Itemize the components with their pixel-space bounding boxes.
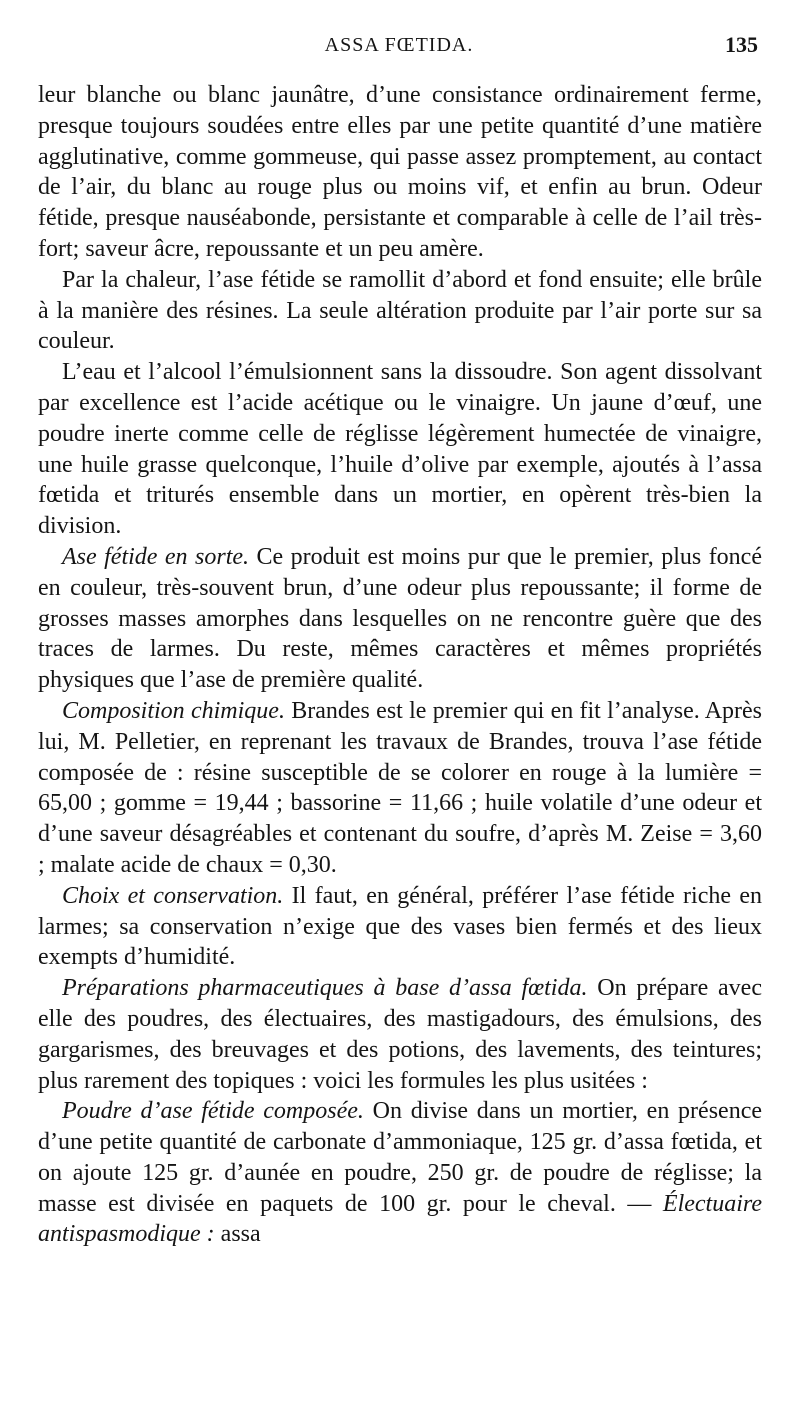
paragraph-preparations — [38, 973, 762, 1096]
section-heading: Poudre d’ase fétide composée. — [62, 1098, 364, 1125]
body-text — [38, 80, 762, 1250]
paragraph-text: Il faut, en général, préférer l’ase fétide riche en larmes; sa conservation n’exige que des vases bien fermés et des lieux exempts d’humidité. — [38, 882, 762, 971]
paragraph-ase-en-sorte — [38, 542, 762, 696]
paragraph-choix — [38, 881, 762, 973]
section-heading: Choix et conservation. — [62, 882, 284, 909]
paragraph-text: On divise dans un mortier, en présence d’une petite quantité de carbonate d’ammoniaque, 125 gr. d’assa fœtida, et on ajoute 125 gr. d’aunée en poudre, 250 gr. de poudre de réglisse; la masse est divisée en paquets de 100 gr. pour le cheval. — — [38, 1098, 762, 1217]
paragraph-composition — [38, 696, 762, 881]
paragraph-text-tail: assa — [214, 1221, 261, 1248]
paragraph-heat — [38, 265, 762, 357]
paragraph-text: Par la chaleur, l’ase fétide se ramollit d’abord et fond ensuite; elle brûle à la manière des résines. La seule altération produite par l’air porte sur sa couleur. — [38, 266, 762, 355]
paragraph-text: Ce produit est moins pur que le premier, plus foncé en couleur, très-souvent brun, d’une odeur plus repoussante; il forme de grosses masses amorphes dans lesquelles on ne rencontre guère que des traces de larmes. Du reste, mêmes caractères et mêmes propriétés physiques que l’ase de première qualité. — [38, 543, 762, 694]
page-header — [38, 30, 760, 64]
paragraph-text: On prépare avec elle des poudres, des électuaires, des mastigadours, des émulsions, des gargarismes, des breuvages et des potions, des lavements, des teintures; plus rarement des topiques : voici les formules les plus usitées : — [38, 975, 762, 1094]
section-heading: Composition chimique. — [62, 697, 285, 724]
section-heading-secondary: Électuaire antispasmodique : — [38, 1190, 762, 1248]
paragraph-text: Brandes est le premier qui en fit l’analyse. Après lui, M. Pelletier, en reprenant les travaux de Brandes, trouva l’ase fétide composée de : résine susceptible de se colorer en rouge à la lumière = 65,00 ; gomme = 19,44 ; bassorine = 11,66 ; huile volatile d’une odeur et d’une saveur désagréables et contenant du soufre, d’après M. Zeise = 3,60 ; malate acide de chaux = 0,30. — [38, 697, 763, 878]
paragraph-solvents — [38, 357, 762, 542]
page-number: 135 — [725, 32, 758, 57]
running-title: ASSA FŒTIDA. — [324, 34, 474, 56]
section-heading: Ase fétide en sorte. — [62, 543, 250, 570]
paragraph-description — [38, 80, 762, 265]
paragraph-text: leur blanche ou blanc jaunâtre, d’une consistance ordinairement ferme, presque toujours soudées entre elles par une petite quantité d’une matière agglutinative, comme gommeuse, qui passe assez promptement, au contact de l’air, du blanc au rouge plus ou moins vif, et enfin au brun. Odeur fétide, presque nauséabonde, persistante et comparable à celle de l’ail très-fort; saveur âcre, repoussante et un peu amère. — [38, 82, 762, 262]
paragraph-poudre — [38, 1096, 762, 1250]
section-heading: Préparations pharmaceutiques à base d’assa fœtida. — [62, 975, 588, 1002]
paragraph-text: L’eau et l’alcool l’émulsionnent sans la dissoudre. Son agent dissolvant par excellence est l’acide acétique ou le vinaigre. Un jaune d’œuf, une poudre inerte comme celle de réglisse légèrement humectée de vinaigre, une huile grasse quelconque, l’huile d’olive par exemple, ajoutés à l’assa fœtida et triturés ensemble dans un mortier, en opèrent très-bien la division. — [38, 359, 762, 540]
